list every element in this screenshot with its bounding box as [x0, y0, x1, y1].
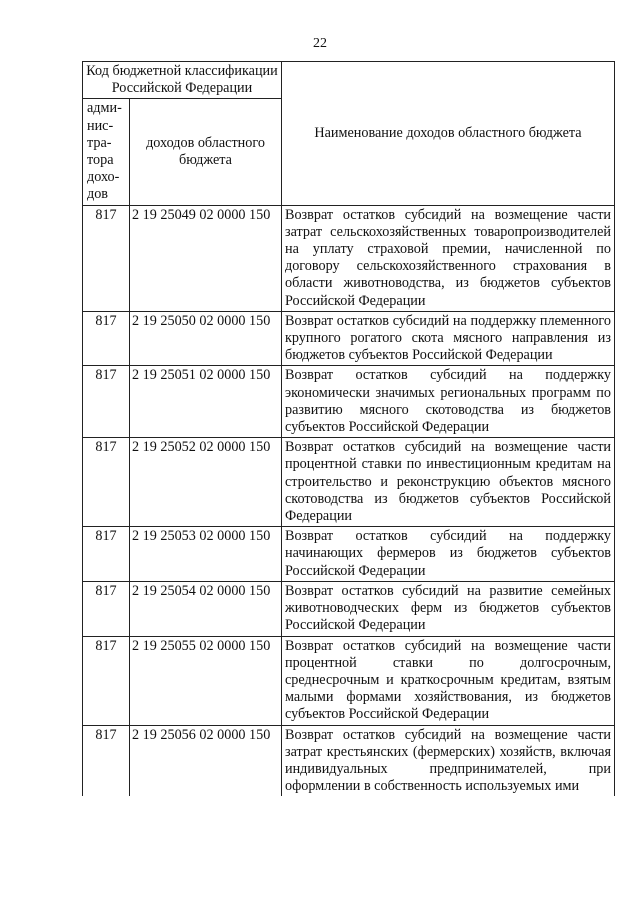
budget-code: 2 19 25051 02 0000 150: [130, 366, 282, 438]
table-row: [83, 205, 615, 311]
administrator-code: 817: [83, 581, 130, 636]
income-name-text: Возврат остатков субсидий на возмещение части затрат крестьянских (фермерских) хозяйств, включая индивидуальных предпринимателей, при оформлении в собственность используемых ими: [285, 726, 611, 795]
table-row: [83, 725, 615, 796]
income-name: Возврат остатков субсидий на поддержку начинающих фермеров из бюджетов субъектов Российской Федерации: [282, 527, 615, 582]
administrator-code: 817: [83, 311, 130, 366]
income-name: Возврат остатков субсидий на развитие семейных животноводческих ферм из бюджетов субъектов Российской Федерации: [282, 581, 615, 636]
budget-code: 2 19 25056 02 0000 150: [130, 725, 282, 796]
budget-code: 2 19 25054 02 0000 150: [130, 581, 282, 636]
table-row: [83, 636, 615, 725]
table-row: [83, 366, 615, 438]
income-name: Возврат остатков субсидий на возмещение части затрат сельскохозяйственных товаропроизводителей на уплату страховой премии, начисленной по договору сельскохозяйственного страхования в области животноводства, из бюджетов субъектов Российской Федерации: [282, 205, 615, 311]
budget-code: 2 19 25049 02 0000 150: [130, 205, 282, 311]
administrator-code: 817: [83, 205, 130, 311]
income-name-header: Наименование доходов областного бюджета: [282, 62, 615, 206]
table-row: [83, 438, 615, 527]
budget-code: 2 19 25052 02 0000 150: [130, 438, 282, 527]
classification-code-header: Код бюджетной классификации Российской Федерации: [83, 62, 282, 99]
table-header-row: [83, 62, 615, 99]
budget-code: 2 19 25050 02 0000 150: [130, 311, 282, 366]
table-row: [83, 581, 615, 636]
income-code-header: доходов областного бюджета: [130, 99, 282, 205]
page-number: 22: [313, 36, 327, 51]
income-name: [282, 725, 615, 796]
administrator-code: 817: [83, 366, 130, 438]
administrator-code: 817: [83, 636, 130, 725]
administrator-header: адми-нис-тра-тора дохо-дов: [83, 99, 130, 205]
income-name: Возврат остатков субсидий на возмещение части процентной ставки по долгосрочным, среднесрочным и краткосрочным кредитам, взятым малыми формами хозяйствования, из бюджетов субъектов Российской Федерации: [282, 636, 615, 725]
administrator-code: 817: [83, 438, 130, 527]
administrator-code: 817: [83, 725, 130, 796]
budget-code: 2 19 25055 02 0000 150: [130, 636, 282, 725]
table-body: [83, 205, 615, 795]
income-name: Возврат остатков субсидий на возмещение части процентной ставки по инвестиционным кредитам на строительство и реконструкцию объектов мясного скотоводства из бюджетов субъектов Российской Федерации: [282, 438, 615, 527]
income-name: Возврат остатков субсидий на поддержку племенного крупного рогатого скота мясного направления из бюджетов субъектов Российской Федерации: [282, 311, 615, 366]
budget-classification-table: [82, 61, 615, 796]
table-row: [83, 527, 615, 582]
table-row: [83, 311, 615, 366]
administrator-code: 817: [83, 527, 130, 582]
income-name: Возврат остатков субсидий на поддержку экономически значимых региональных программ по развитию мясного скотоводства из бюджетов субъектов Российской Федерации: [282, 366, 615, 438]
budget-code: 2 19 25053 02 0000 150: [130, 527, 282, 582]
